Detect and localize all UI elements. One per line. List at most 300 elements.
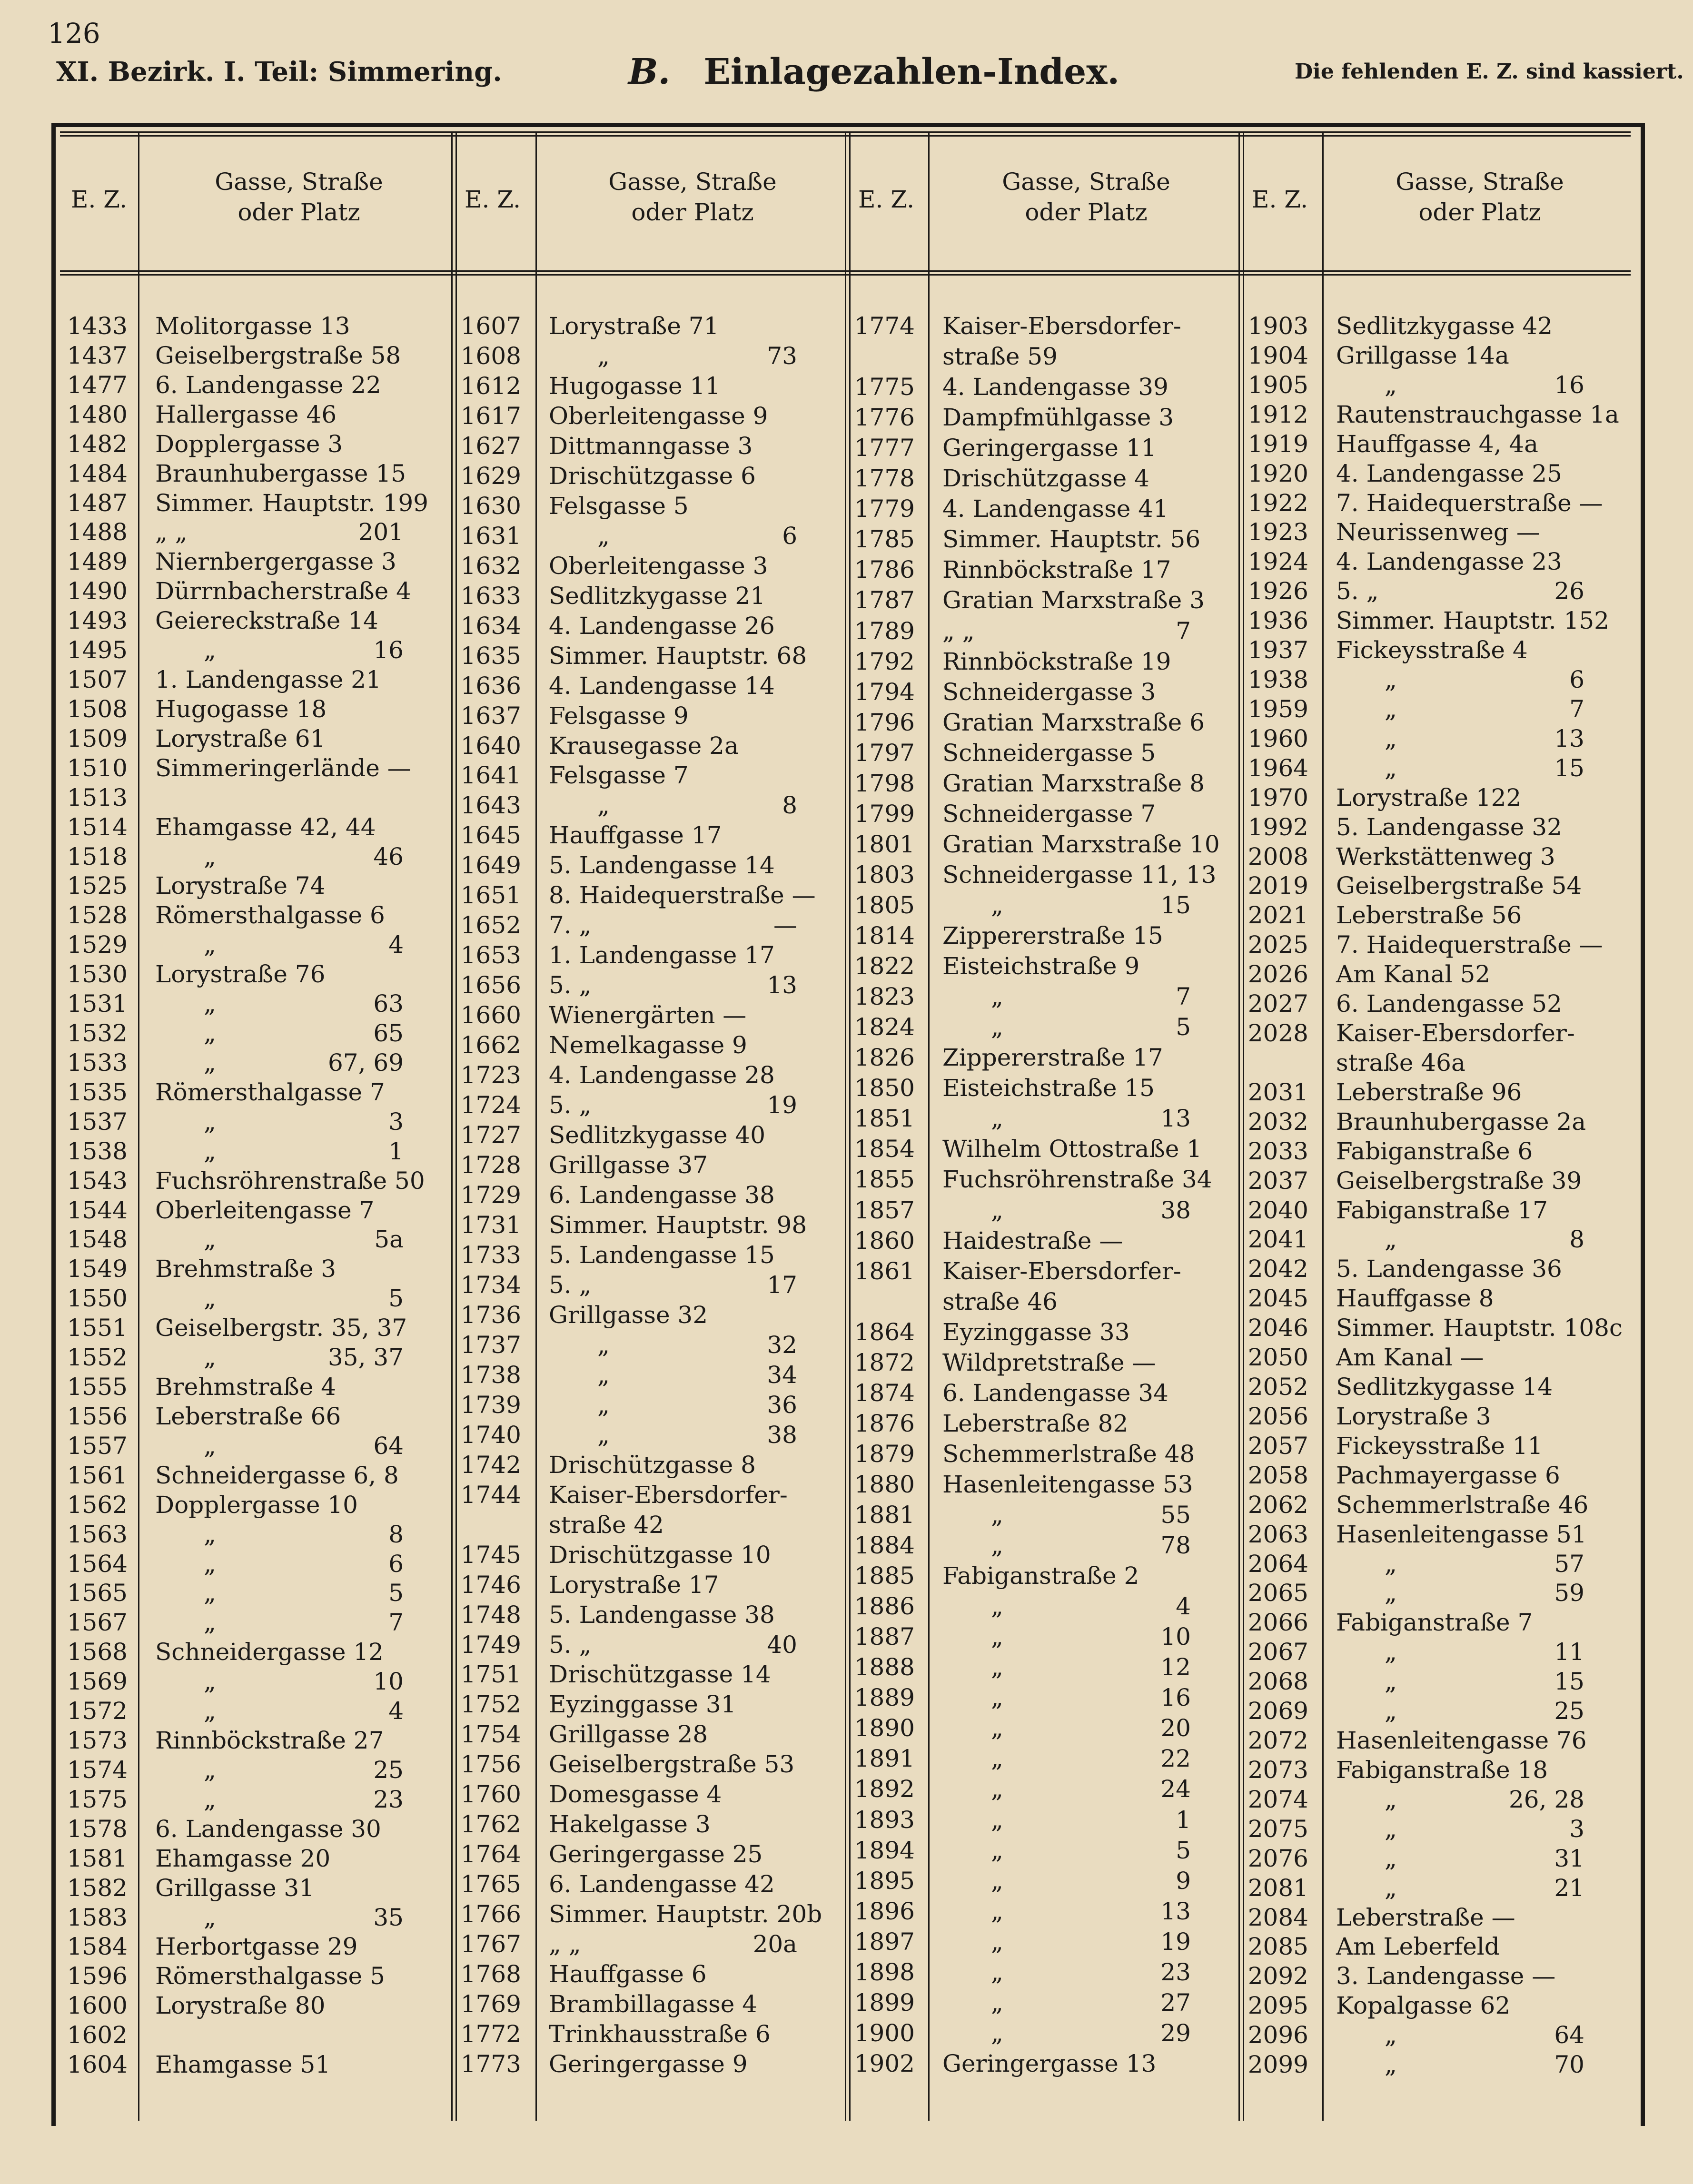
table-row (61, 489, 461, 517)
street-name: Simmer. Hauptstr. 68 (549, 642, 807, 670)
street-name: Simmer. Hauptstr. 56 (942, 525, 1201, 553)
table-row (61, 341, 461, 370)
ez-number: 2037 (1247, 1166, 1308, 1195)
table-row (1242, 1284, 1642, 1313)
table-row (61, 1284, 461, 1313)
street-name: „ (1385, 666, 1397, 693)
street-name: 4. Landengasse 41 (942, 495, 1168, 523)
ez-number: 1651 (460, 881, 521, 909)
street-name: Lorystraße 61 (155, 724, 326, 752)
ez-number: 1612 (460, 372, 521, 400)
house-number: 19 (767, 1091, 797, 1119)
house-number: 22 (1160, 1745, 1191, 1773)
street-name: Geiselbergstraße 53 (549, 1750, 795, 1779)
street-name: 5. Landengasse 32 (1336, 813, 1562, 841)
ez-number: 2027 (1247, 990, 1308, 1018)
ez-number: 1573 (67, 1727, 128, 1754)
ez-number: 1596 (67, 1962, 128, 1990)
ez-number: 2064 (1247, 1550, 1308, 1578)
ez-number: 1437 (67, 341, 128, 369)
street-name: straße 46 (942, 1287, 1058, 1315)
ez-number: 2092 (1247, 1962, 1308, 1990)
street-name: Dopplergasse 10 (155, 1491, 358, 1519)
table-row (61, 1844, 461, 1873)
header-note: Die fehlenden E. Z. sind kassiert. (1295, 59, 1684, 84)
ez-number: 1796 (854, 708, 915, 736)
table-row (61, 459, 461, 488)
house-number: 24 (1160, 1775, 1191, 1803)
ez-number: 1895 (854, 1867, 915, 1895)
ez-number: 1959 (1247, 695, 1308, 723)
street-name: Fabiganstraße 6 (1336, 1137, 1533, 1165)
table-row (1242, 1491, 1642, 1519)
house-number: 6 (388, 1550, 404, 1578)
street-name: 5. „ (549, 1271, 592, 1299)
table-row (61, 1107, 461, 1136)
street-name: Hasenleitengasse 76 (1336, 1727, 1587, 1754)
street-name: „ „ (549, 1930, 581, 1958)
table-row (455, 941, 854, 969)
street-name: Leberstraße 56 (1336, 901, 1522, 929)
street-name: 4. Landengasse 23 (1336, 548, 1562, 576)
table-row (848, 1409, 1248, 1438)
table-row (61, 1166, 461, 1195)
ez-number: 1565 (67, 1579, 128, 1607)
street-name: Fickeysstraße 4 (1336, 636, 1528, 664)
ez-number: 2019 (1247, 872, 1308, 900)
street-name: Lorystraße 71 (549, 312, 719, 340)
house-number: 70 (1554, 2051, 1584, 2079)
table-row (1242, 341, 1642, 370)
house-number: 26, 28 (1508, 1785, 1584, 1813)
street-name: Drischützgasse 6 (549, 462, 756, 490)
street-name: Drischützgasse 10 (549, 1541, 771, 1569)
table-row (61, 430, 461, 458)
street-name: „ (204, 931, 216, 959)
table-row (848, 1561, 1248, 1590)
table-row (848, 982, 1248, 1011)
house-number: 67, 69 (327, 1048, 404, 1077)
house-number: 9 (1176, 1867, 1191, 1895)
street-name: Gratian Marxstraße 3 (942, 586, 1205, 614)
ez-number: 1529 (67, 931, 128, 959)
ez-number: 1803 (854, 860, 915, 889)
table-row (848, 952, 1248, 980)
street-name: Niernbergergasse 3 (155, 548, 396, 576)
street-name: Am Kanal 52 (1336, 960, 1491, 988)
ez-number: 1557 (67, 1432, 128, 1460)
table-row (61, 547, 461, 576)
table-row (1242, 606, 1642, 635)
ez-number: 2026 (1247, 960, 1308, 988)
house-number: 201 (358, 518, 404, 546)
street-name: Kaiser-Ebersdorfer- (549, 1481, 788, 1509)
street-name: Ehamgasse 51 (155, 2051, 331, 2079)
table-row (455, 522, 854, 550)
house-number: — (773, 911, 797, 939)
table-row (455, 702, 854, 730)
table-row (1242, 489, 1642, 517)
ez-number: 1514 (67, 813, 128, 841)
ez-number: 1510 (67, 754, 128, 782)
ez-number: 1600 (67, 1992, 128, 2020)
ez-number: 1874 (854, 1379, 915, 1407)
house-number: 16 (1554, 371, 1584, 399)
ez-number: 1734 (460, 1271, 521, 1299)
table-row (61, 1815, 461, 1843)
house-number: 55 (1160, 1501, 1191, 1529)
ez-number: 2095 (1247, 1992, 1308, 2020)
ez-number: 1556 (67, 1402, 128, 1430)
table-row (61, 695, 461, 723)
table-row (455, 1810, 854, 1838)
street-name: Kopalgasse 62 (1336, 1992, 1511, 2020)
street-name: „ (204, 1785, 216, 1813)
street-name: Eyzinggasse 33 (942, 1318, 1130, 1346)
street-name: Grillgasse 14a (1336, 341, 1509, 369)
street-name: „ (597, 1361, 610, 1389)
street-name: 3. Landengasse — (1336, 1962, 1556, 1990)
table-row (455, 1840, 854, 1868)
table-row (1242, 989, 1642, 1018)
table-row (455, 851, 854, 880)
ez-number: 1487 (67, 489, 128, 517)
table-row (848, 525, 1248, 553)
ez-number: 1653 (460, 941, 521, 969)
street-name: 5. „ (549, 1631, 592, 1659)
house-number: 21 (1554, 1874, 1584, 1902)
table-row (455, 432, 854, 460)
street-name: 6. Landengasse 42 (549, 1870, 775, 1898)
ez-number: 2058 (1247, 1461, 1308, 1489)
table-row (848, 1683, 1248, 1712)
house-number: 36 (767, 1391, 797, 1419)
ez-number: 1938 (1247, 666, 1308, 693)
ez-number: 2066 (1247, 1609, 1308, 1637)
table-row (1242, 665, 1642, 694)
header-street (142, 167, 456, 227)
street-name: 6. Landengasse 22 (155, 371, 381, 399)
house-number: 7 (1176, 617, 1191, 645)
ez-number: 1567 (67, 1609, 128, 1637)
street-name: Brehmstraße 3 (155, 1255, 337, 1283)
table-row (455, 1690, 854, 1719)
table-row (848, 1501, 1248, 1529)
table-row (455, 1121, 854, 1149)
table-row (848, 1897, 1248, 1926)
street-name: Wienergärten — (549, 1001, 747, 1029)
table-row (61, 1432, 461, 1460)
ez-number: 1604 (67, 2051, 128, 2079)
street-name: Römersthalgasse 7 (155, 1078, 385, 1106)
street-name: „ (991, 1684, 1003, 1712)
house-number: 8 (1569, 1225, 1584, 1254)
ez-number: 2052 (1247, 1373, 1308, 1401)
table-row (1242, 547, 1642, 576)
ez-number: 1555 (67, 1373, 128, 1401)
ez-number: 2045 (1247, 1285, 1308, 1313)
table-row (455, 1601, 854, 1629)
street-name: „ (204, 1285, 216, 1313)
ez-number: 1891 (854, 1745, 915, 1773)
house-number: 20 (1160, 1714, 1191, 1742)
ez-number: 1805 (854, 891, 915, 919)
street-name: Molitorgasse 13 (155, 312, 350, 340)
street-name: 6. Landengasse 38 (549, 1181, 775, 1209)
house-number: 3 (1569, 1815, 1584, 1843)
table-row (455, 312, 854, 340)
street-name: „ (1385, 724, 1397, 752)
street-name: Rinnböckstraße 27 (155, 1727, 384, 1754)
ez-number: 2099 (1247, 2051, 1308, 2079)
table-row (1242, 1667, 1642, 1696)
ez-number: 1643 (460, 791, 521, 820)
table-row (1242, 1314, 1642, 1342)
street-name: Braunhubergasse 2a (1336, 1107, 1586, 1136)
street-name: „ (991, 1745, 1003, 1773)
ez-number: 1662 (460, 1031, 521, 1059)
ez-number: 1899 (854, 1988, 915, 2016)
ez-number: 1872 (854, 1348, 915, 1376)
house-number: 5 (1176, 1013, 1191, 1041)
street-name: 1. Landengasse 17 (549, 941, 775, 969)
ez-number: 1888 (854, 1653, 915, 1681)
table-row (1242, 1550, 1642, 1578)
house-number: 35 (373, 1903, 404, 1931)
street-name: Haidestraße — (942, 1226, 1123, 1255)
table-row (1242, 871, 1642, 900)
ez-number: 1583 (67, 1903, 128, 1931)
ez-number: 1756 (460, 1750, 521, 1779)
ez-number: 1754 (460, 1720, 521, 1749)
street-name: Sedlitzkygasse 14 (1336, 1373, 1553, 1401)
street-name: 6. Landengasse 34 (942, 1379, 1168, 1407)
table-row (1242, 960, 1642, 988)
street-name: 4. Landengasse 26 (549, 612, 775, 640)
street-name: „ (204, 842, 216, 870)
table-row (61, 1255, 461, 1283)
table-row (1242, 1697, 1642, 1725)
table-row (61, 1048, 461, 1077)
street-name: „ (204, 990, 216, 1018)
table-row (61, 783, 461, 812)
ez-number: 1748 (460, 1601, 521, 1629)
ez-number: 1798 (854, 769, 915, 797)
table-row (848, 1379, 1248, 1407)
house-number: 4 (388, 1697, 404, 1725)
table-row (1242, 430, 1642, 458)
table-row (455, 1331, 854, 1359)
street-name: Felsgasse 7 (549, 761, 689, 790)
ez-number: 1881 (854, 1501, 915, 1529)
table-row (1242, 1402, 1642, 1431)
table-row (1242, 312, 1642, 340)
table-row (455, 1780, 854, 1808)
table-row (61, 1697, 461, 1725)
street-name: Am Kanal — (1336, 1344, 1484, 1372)
table-row (1242, 1874, 1642, 1902)
ez-number: 1742 (460, 1451, 521, 1479)
ez-number: 1645 (460, 821, 521, 850)
ez-number: 1764 (460, 1840, 521, 1868)
street-name: Dittmanngasse 3 (549, 432, 753, 460)
street-name: Brambillagasse 4 (549, 1990, 758, 2018)
ez-number: 1489 (67, 548, 128, 576)
ez-number: 1634 (460, 612, 521, 640)
street-name: 5. „ (1336, 577, 1379, 605)
table-row (848, 1196, 1248, 1225)
table-row (848, 494, 1248, 523)
ez-number: 1776 (854, 404, 915, 432)
table-row (1242, 1756, 1642, 1784)
ez-number: 2096 (1247, 2021, 1308, 2049)
ez-number: 1629 (460, 462, 521, 490)
street-name: „ (204, 1550, 216, 1578)
table-row (1242, 1785, 1642, 1814)
table-row (848, 769, 1248, 798)
house-number: 16 (373, 636, 404, 664)
ez-number: 1884 (854, 1532, 915, 1560)
ez-number: 1739 (460, 1391, 521, 1419)
street-name: Geringergasse 25 (549, 1840, 763, 1868)
table-row (848, 891, 1248, 919)
ez-number: 1822 (854, 952, 915, 980)
ez-number: 1637 (460, 702, 521, 730)
table-row (1242, 842, 1642, 871)
table-row (61, 754, 461, 782)
street-name: 5. Landengasse 14 (549, 851, 775, 880)
house-number: 15 (1160, 891, 1191, 919)
ez-number: 1774 (854, 312, 915, 340)
table-row (61, 1225, 461, 1254)
ez-number: 1575 (67, 1785, 128, 1813)
ez-number: 1778 (854, 464, 915, 493)
ez-number: 1769 (460, 1990, 521, 2018)
table-row (455, 1930, 854, 1958)
street-name: Rinnböckstraße 19 (942, 647, 1171, 675)
ez-number: 1656 (460, 971, 521, 999)
street-name: 5. „ (549, 1091, 592, 1119)
street-name: 5. Landengasse 36 (1336, 1255, 1562, 1283)
table-row (61, 901, 461, 929)
table-row (1242, 1815, 1642, 1843)
table-row (61, 606, 461, 635)
street-name: „ (204, 636, 216, 664)
table-row (455, 582, 854, 610)
ez-number: 1737 (460, 1331, 521, 1359)
street-name: Geiselbergstraße 58 (155, 341, 401, 369)
ez-number: 1563 (67, 1520, 128, 1548)
street-name: Lorystraße 76 (155, 960, 326, 988)
house-number: 63 (373, 990, 404, 1018)
table-row (848, 1592, 1248, 1621)
table-row (61, 1196, 461, 1225)
table-row (848, 1927, 1248, 1956)
street-name: Hauffgasse 4, 4a (1336, 430, 1538, 458)
house-number: 8 (782, 791, 797, 820)
street-name: Gratian Marxstraße 10 (942, 830, 1220, 858)
table-row (61, 1962, 461, 1990)
street-name: „ (991, 1806, 1003, 1834)
table-row (455, 1361, 854, 1389)
table-row (848, 800, 1248, 828)
street-name: Simmeringerlände — (155, 754, 411, 782)
street-name: Oberleitengasse 3 (549, 552, 768, 580)
header-street (1323, 167, 1637, 227)
table-row (455, 342, 854, 370)
table-row (455, 1481, 854, 1509)
ez-number: 1640 (460, 731, 521, 760)
house-number: 31 (1554, 1844, 1584, 1872)
table-row (61, 1550, 461, 1578)
ez-number: 1632 (460, 552, 521, 580)
table-row (61, 2050, 461, 2079)
table-row (61, 871, 461, 900)
ez-number: 2050 (1247, 1344, 1308, 1372)
header-street-line2: oder Platz (238, 198, 360, 226)
table-row (1242, 1991, 1642, 2020)
ez-number: 1731 (460, 1211, 521, 1239)
table-row (61, 400, 461, 429)
table-row (848, 1104, 1248, 1133)
ez-number: 1765 (460, 1870, 521, 1898)
house-number: 10 (1160, 1623, 1191, 1651)
ez-number: 2046 (1247, 1314, 1308, 1342)
table-row (455, 1421, 854, 1449)
street-name: Geiereckstraße 14 (155, 607, 378, 635)
table-row (848, 1135, 1248, 1163)
house-number: 23 (373, 1785, 404, 1813)
house-number: 13 (1160, 1897, 1191, 1925)
table-row (1242, 1048, 1642, 1077)
house-number: 65 (373, 1019, 404, 1047)
street-name: Fabiganstraße 2 (942, 1562, 1139, 1590)
ez-number: 1533 (67, 1048, 128, 1077)
table-row (1242, 1107, 1642, 1136)
table-row (455, 1870, 854, 1898)
street-name: „ (1385, 1550, 1397, 1578)
ez-number: 1535 (67, 1078, 128, 1106)
table-row (1242, 1373, 1642, 1401)
street-name: „ (597, 1391, 610, 1419)
ez-number: 1493 (67, 607, 128, 635)
table-row (1242, 371, 1642, 399)
street-name: Nemelkagasse 9 (549, 1031, 747, 1059)
street-name: Sedlitzkygasse 40 (549, 1121, 766, 1149)
ez-number: 1749 (460, 1631, 521, 1659)
street-name: Dürrnbacherstraße 4 (155, 577, 411, 605)
table-row (1242, 577, 1642, 605)
table-row (455, 462, 854, 490)
house-number: 5 (388, 1579, 404, 1607)
title-text: Einlagezahlen-Index. (703, 51, 1120, 92)
ez-number: 1738 (460, 1361, 521, 1389)
table-row (1242, 1255, 1642, 1283)
ez-number: 1507 (67, 666, 128, 693)
ez-number: 2067 (1247, 1638, 1308, 1666)
ez-number: 1724 (460, 1091, 521, 1119)
ez-number: 1733 (460, 1241, 521, 1269)
house-number: 15 (1554, 754, 1584, 782)
table-row (1242, 1844, 1642, 1873)
street-name: „ (204, 1344, 216, 1372)
table-row (848, 860, 1248, 889)
table-row (61, 665, 461, 694)
header-street-line1: Gasse, Straße (1002, 168, 1170, 196)
table-row (455, 1181, 854, 1209)
street-name: „ (204, 1107, 216, 1136)
ez-number: 1785 (854, 525, 915, 553)
